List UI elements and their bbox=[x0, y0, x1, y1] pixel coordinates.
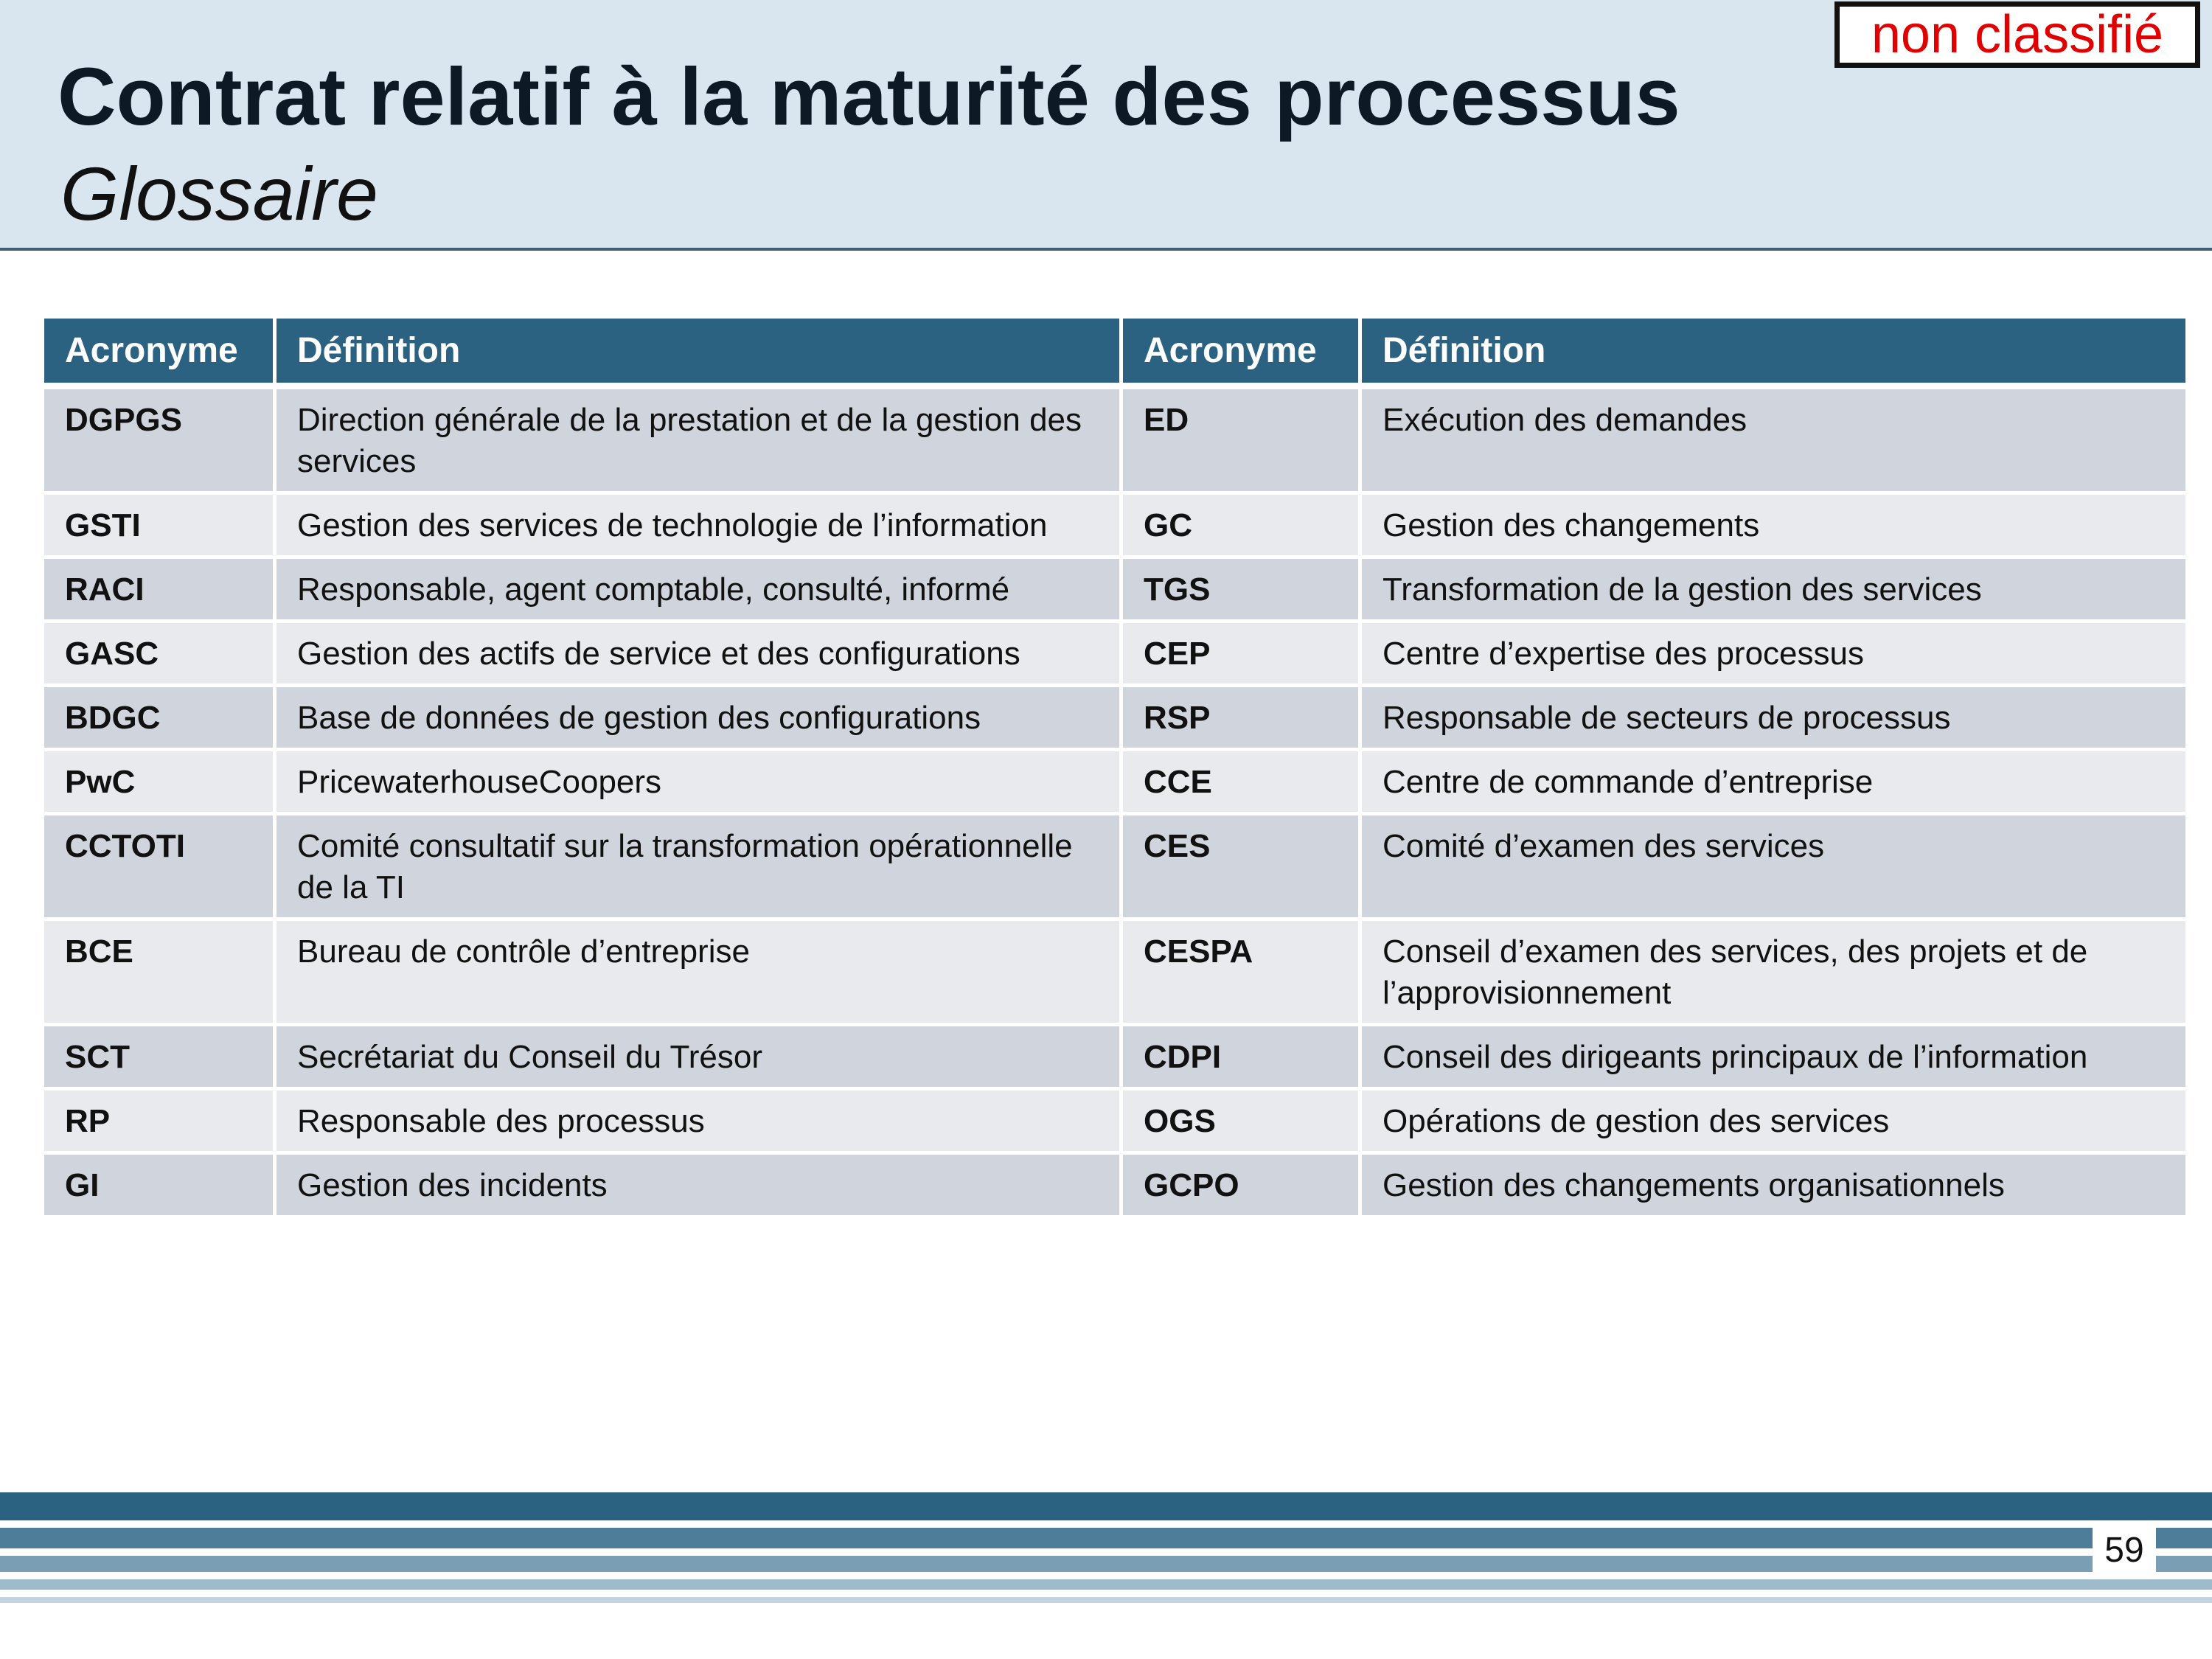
table-row bbox=[44, 687, 2185, 751]
table-row bbox=[44, 559, 2185, 623]
definition-cell: Conseil des dirigeants principaux de l’information bbox=[1362, 1026, 2185, 1091]
table-row bbox=[44, 623, 2185, 687]
table-row bbox=[44, 1026, 2185, 1091]
table-row bbox=[44, 751, 2185, 815]
acronym-cell: GC bbox=[1123, 495, 1362, 559]
definition-cell: Gestion des actifs de service et des configurations bbox=[276, 623, 1123, 687]
definition-cell: Centre d’expertise des processus bbox=[1362, 623, 2185, 687]
column-header-acronym: Acronyme bbox=[1123, 319, 1362, 389]
page-title: Contrat relatif à la maturité des processus bbox=[58, 52, 1680, 142]
definition-cell: PricewaterhouseCoopers bbox=[276, 751, 1123, 815]
acronym-cell: CES bbox=[1123, 815, 1362, 921]
acronym-cell: ED bbox=[1123, 389, 1362, 495]
acronym-cell: DGPGS bbox=[44, 389, 276, 495]
footer-band-4 bbox=[0, 1579, 2212, 1590]
header-divider bbox=[0, 248, 2212, 251]
definition-cell: Responsable de secteurs de processus bbox=[1362, 687, 2185, 751]
table-row bbox=[44, 495, 2185, 559]
table-row bbox=[44, 1091, 2185, 1155]
definition-cell: Transformation de la gestion des services bbox=[1362, 559, 2185, 623]
acronym-cell: OGS bbox=[1123, 1091, 1362, 1155]
acronym-cell: CDPI bbox=[1123, 1026, 1362, 1091]
column-header-definition: Définition bbox=[1362, 319, 2185, 389]
definition-cell: Comité consultatif sur la transformation opérationnelle de la TI bbox=[276, 815, 1123, 921]
definition-cell: Base de données de gestion des configurations bbox=[276, 687, 1123, 751]
acronym-cell: CCE bbox=[1123, 751, 1362, 815]
definition-cell: Direction générale de la prestation et de la gestion des services bbox=[276, 389, 1123, 495]
table-row bbox=[44, 815, 2185, 921]
definition-cell: Secrétariat du Conseil du Trésor bbox=[276, 1026, 1123, 1091]
definition-cell: Centre de commande d’entreprise bbox=[1362, 751, 2185, 815]
acronym-cell: GCPO bbox=[1123, 1155, 1362, 1219]
footer-band-3 bbox=[0, 1556, 2212, 1572]
table-header-row bbox=[44, 319, 2185, 389]
acronym-cell: TGS bbox=[1123, 559, 1362, 623]
table-row bbox=[44, 389, 2185, 495]
definition-cell: Comité d’examen des services bbox=[1362, 815, 2185, 921]
footer-band-2 bbox=[0, 1528, 2212, 1548]
acronym-cell: RSP bbox=[1123, 687, 1362, 751]
definition-cell: Gestion des changements organisationnels bbox=[1362, 1155, 2185, 1219]
column-header-definition: Définition bbox=[276, 319, 1123, 389]
page-number: 59 bbox=[2093, 1525, 2156, 1576]
page-subtitle: Glossaire bbox=[60, 152, 378, 236]
acronym-cell: GASC bbox=[44, 623, 276, 687]
acronym-cell: GSTI bbox=[44, 495, 276, 559]
acronym-cell: SCT bbox=[44, 1026, 276, 1091]
glossary-table bbox=[44, 319, 2185, 1219]
definition-cell: Bureau de contrôle d’entreprise bbox=[276, 921, 1123, 1026]
footer-band-1 bbox=[0, 1492, 2212, 1520]
acronym-cell: CESPA bbox=[1123, 921, 1362, 1026]
acronym-cell: RP bbox=[44, 1091, 276, 1155]
table-row bbox=[44, 1155, 2185, 1219]
definition-cell: Responsable des processus bbox=[276, 1091, 1123, 1155]
acronym-cell: BDGC bbox=[44, 687, 276, 751]
definition-cell: Gestion des services de technologie de l’information bbox=[276, 495, 1123, 559]
column-header-acronym: Acronyme bbox=[44, 319, 276, 389]
acronym-cell: BCE bbox=[44, 921, 276, 1026]
definition-cell: Conseil d’examen des services, des projets et de l’approvisionnement bbox=[1362, 921, 2185, 1026]
classification-badge: non classifié bbox=[1834, 1, 2200, 68]
definition-cell: Exécution des demandes bbox=[1362, 389, 2185, 495]
acronym-cell: GI bbox=[44, 1155, 276, 1219]
acronym-cell: CEP bbox=[1123, 623, 1362, 687]
definition-cell: Opérations de gestion des services bbox=[1362, 1091, 2185, 1155]
definition-cell: Gestion des changements bbox=[1362, 495, 2185, 559]
acronym-cell: PwC bbox=[44, 751, 276, 815]
acronym-cell: RACI bbox=[44, 559, 276, 623]
table-row bbox=[44, 921, 2185, 1026]
footer-band-5 bbox=[0, 1597, 2212, 1603]
definition-cell: Gestion des incidents bbox=[276, 1155, 1123, 1219]
acronym-cell: CCTOTI bbox=[44, 815, 276, 921]
definition-cell: Responsable, agent comptable, consulté, informé bbox=[276, 559, 1123, 623]
